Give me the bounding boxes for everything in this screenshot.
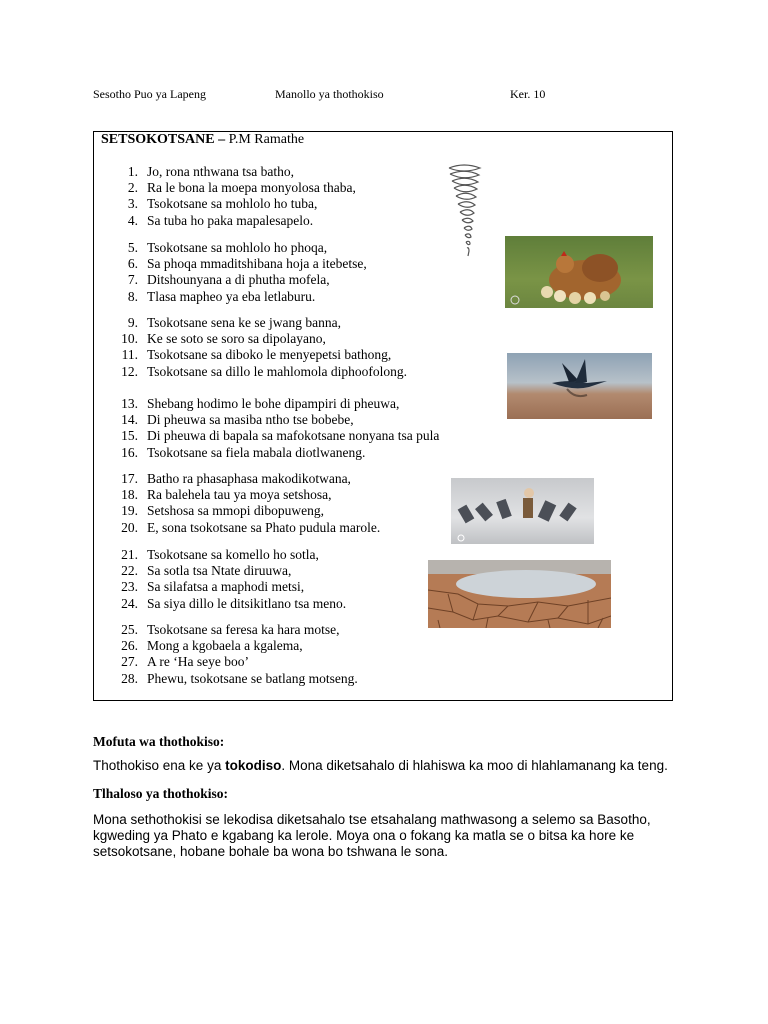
poem-box: [93, 131, 673, 701]
poem-line-text: Ditshounyana a di phutha mofela,: [147, 272, 330, 288]
type-text-post: . Mona diketsahalo di hlahiswa ka moo di hlahlamanang ka teng.: [281, 758, 668, 773]
poem-line-number: 20.: [121, 519, 138, 535]
poem-line-number: 10.: [121, 331, 138, 347]
poem-line-number: 8.: [127, 288, 138, 304]
poem-line-text: Sa sotla tsa Ntate diruuwa,: [147, 563, 292, 579]
poem-line-number: 13.: [121, 396, 138, 411]
poem-line-number: 15.: [121, 428, 138, 444]
poem-line-text: Sa siya dillo le ditsikitlano tsa meno.: [147, 595, 347, 611]
poem-line-text: Tsokotsane sa komello ho sotla,: [147, 547, 319, 562]
poem-line-text: Mong a kgobaela a kgalema,: [147, 638, 303, 654]
poem-line-number: 4.: [127, 212, 138, 228]
poem-line-number: 28.: [121, 670, 138, 686]
poem-line-number: 1.: [127, 164, 138, 179]
poem-title-text: SETSOKOTSANE –: [101, 132, 226, 147]
poem-line-text: Tsokotsane sa dillo le mahlomola diphoofolong.: [147, 363, 408, 379]
header-grade: Ker. 10: [510, 87, 546, 101]
poem-line-text: Ra le bona la moepa monyolosa thaba,: [147, 180, 356, 196]
poem-line-text: E, sona tsokotsane sa Phato pudula marole.: [147, 519, 381, 535]
swallow-bird-image: [507, 353, 652, 419]
meaning-section: [93, 786, 683, 860]
people-blown-by-wind-image: [451, 478, 594, 544]
poem-line-number: 7.: [127, 272, 138, 288]
poem-line-text: Di pheuwa sa masiba ntho tse bobebe,: [147, 412, 354, 428]
poem-line-number: 16.: [121, 444, 138, 460]
type-section: [93, 734, 683, 774]
meaning-heading: Tlhaloso ya thothokiso:: [93, 786, 229, 801]
poem-line-text: Ra balehela tau ya moya setshosa,: [147, 487, 332, 503]
poem-line-number: 17.: [121, 471, 138, 486]
poem-line-text: Sa phoqa mmaditshibana hoja a itebetse,: [147, 256, 367, 272]
poem-line-text: Setshosa sa mmopi dibopuweng,: [147, 503, 324, 519]
tornado-image: [444, 162, 484, 262]
poem-line-text: Tsokotsane sa fiela mabala diotlwaneng.: [147, 444, 366, 460]
poem-line-text: Shebang hodimo le bohe dipampiri di pheuwa,: [147, 396, 400, 411]
poem-author: P.M Ramathe: [228, 132, 305, 147]
poem-line-text: Tsokotsane sa feresa ka hara motse,: [147, 622, 340, 637]
poem-line-number: 27.: [121, 654, 138, 670]
header-subject: Sesotho Puo ya Lapeng: [93, 87, 206, 101]
poem-line-number: 3.: [127, 196, 138, 212]
poem-line-text: Tsokotsane sena ke se jwang banna,: [147, 315, 341, 330]
poem-line-text: Sa silafatsa a maphodi metsi,: [147, 579, 305, 595]
poem-line-number: 21.: [121, 547, 138, 562]
poem-line-text: Phewu, tsokotsane se batlang motseng.: [147, 670, 358, 686]
dry-cracked-earth-image: [428, 560, 611, 628]
poem-line-text: Sa tuba ho paka mapalesapelo.: [147, 212, 314, 228]
poem-line-number: 2.: [127, 180, 138, 196]
poem-line-text: Tsokotsane sa diboko le menyepetsi bathong,: [147, 347, 392, 363]
poem-line-number: 12.: [121, 363, 138, 379]
poem-line-number: 23.: [121, 579, 138, 595]
poem-line-number: 9.: [127, 315, 138, 330]
poem-line-text: A re ‘Ha seye boo’: [147, 654, 249, 670]
poem-line-number: 6.: [127, 256, 138, 272]
poem-title: [101, 132, 304, 148]
header-topic: Manollo ya thothokiso: [275, 87, 384, 101]
poem-line-text: Tsokotsane sa mohlolo ho phoqa,: [147, 240, 328, 255]
poem-line-number: 19.: [121, 503, 138, 519]
poem-line-text: Ke se soto se soro sa dipolayano,: [147, 331, 326, 347]
poem-line-number: 18.: [121, 487, 138, 503]
type-text-bold: tokodiso: [225, 758, 282, 773]
poem-line-number: 14.: [121, 412, 138, 428]
meaning-text: Mona sethothokisi se lekodisa diketsahalo tse etsahalang mathwasong a selemo sa Basotho, kgweding ya Phato e kgabang ka lerole. Moya ona o fokang ka matla se o bitsa ka hore ke setsokotsane, hobane bohale ba wona bo tshwana le sona.: [93, 812, 651, 859]
poem-line-text: Jo, rona nthwana tsa batho,: [147, 164, 294, 179]
poem-line-number: 24.: [121, 595, 138, 611]
type-text: [93, 758, 683, 774]
type-text-pre: Thothokiso ena ke ya: [93, 758, 226, 773]
poem-line-number: 22.: [121, 563, 138, 579]
poem-line-number: 26.: [121, 638, 138, 654]
poem-line-text: Tlasa mapheo ya eba letlaburu.: [147, 288, 316, 304]
type-heading: Mofuta wa thothokiso:: [93, 734, 225, 749]
poem-line-number: 11.: [121, 347, 138, 363]
poem-line-number: 5.: [127, 240, 138, 255]
poem-line-text: Batho ra phasaphasa makodikotwana,: [147, 471, 351, 486]
hen-with-chicks-image: [505, 236, 653, 308]
poem-line-text: Di pheuwa di bapala sa mafokotsane nonyana tsa pula: [147, 428, 440, 444]
poem-line-number: 25.: [121, 622, 138, 637]
poem-line-text: Tsokotsane sa mohlolo ho tuba,: [147, 196, 318, 212]
